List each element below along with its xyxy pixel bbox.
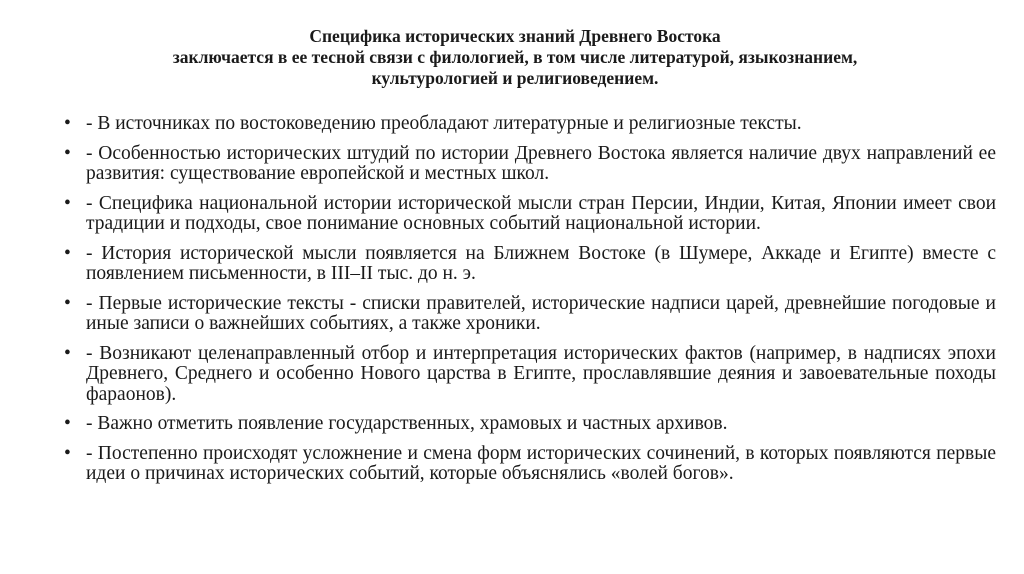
bullet-item: • - Постепенно происходят усложнение и смена форм исторических сочинений, в которых появляются первые идеи о причинах исторических событий, которые объяснялись «волей богов».: [64, 444, 996, 485]
bullet-item: • - Важно отметить появление государственных, храмовых и частных архивов.: [64, 414, 996, 435]
bullet-item: • - История исторической мысли появляется на Ближнем Востоке (в Шумере, Аккаде и Египте) вместе с появлением письменности, в III–II тыс. до н. э.: [64, 244, 996, 285]
title-line-3: культурологией и религиоведением.: [371, 68, 659, 88]
title-line-2: заключается в ее тесной связи с филологией, в том числе литературой, языкознанием,: [172, 47, 858, 67]
bullet-item: • - В источниках по востоковедению преобладают литературные и религиозные тексты.: [64, 114, 996, 135]
bullet-list: [64, 114, 996, 494]
bullet-item: • - Первые исторические тексты - списки правителей, исторические надписи царей, древнейшие погодовые и иные записи о важнейших событиях, а также хроники.: [64, 294, 996, 335]
bullet-item: • - Особенностью исторических штудий по истории Древнего Востока является наличие двух направлений ее развития: существование европейской и местных школ.: [64, 144, 996, 185]
bullet-item: • - Возникают целенаправленный отбор и интерпретация исторических фактов (например, в надписях эпохи Древнего, Среднего и особенно Нового царства в Египте, прославлявшие деяния и завоевательные походы фараонов).: [64, 344, 996, 406]
bullet-item: • - Специфика национальной истории исторической мысли стран Персии, Индии, Китая, Японии имеет свои традиции и подходы, свое понимание основных событий национальной истории.: [64, 194, 996, 235]
slide-title: [60, 26, 970, 89]
title-line-1: Специфика исторических знаний Древнего Востока: [309, 26, 721, 46]
